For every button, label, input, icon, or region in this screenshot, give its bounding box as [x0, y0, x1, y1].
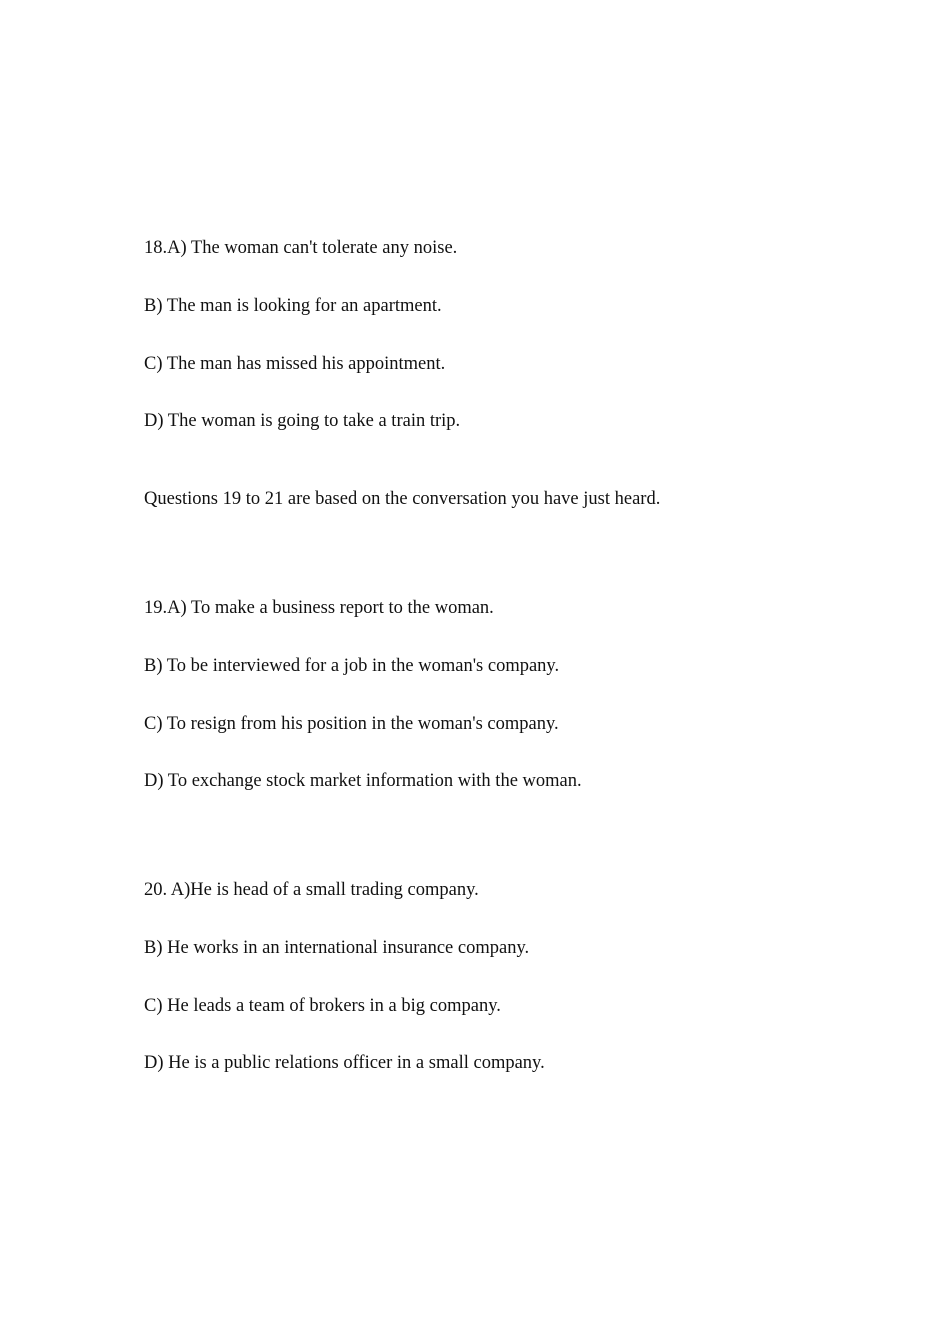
- section-instruction: Questions 19 to 21 are based on the conversation you have just heard.: [144, 489, 661, 509]
- question-18-option-d: D) The woman is going to take a train trip.: [144, 411, 461, 431]
- question-18-option-c: C) The man has missed his appointment.: [144, 354, 446, 374]
- question-18-option-a: 18.A) The woman can't tolerate any noise.: [144, 238, 458, 258]
- question-19-option-b: B) To be interviewed for a job in the woman's company.: [144, 656, 560, 676]
- question-20-option-a: 20. A)He is head of a small trading company.: [144, 880, 479, 900]
- question-20-option-d: D) He is a public relations officer in a small company.: [144, 1053, 545, 1073]
- question-20-option-c: C) He leads a team of brokers in a big company.: [144, 996, 501, 1016]
- question-19-option-d: D) To exchange stock market information with the woman.: [144, 771, 582, 791]
- question-18-option-b: B) The man is looking for an apartment.: [144, 296, 442, 316]
- question-19-option-a: 19.A) To make a business report to the woman.: [144, 598, 494, 618]
- question-20-option-b: B) He works in an international insurance company.: [144, 938, 530, 958]
- question-19-option-c: C) To resign from his position in the woman's company.: [144, 714, 559, 734]
